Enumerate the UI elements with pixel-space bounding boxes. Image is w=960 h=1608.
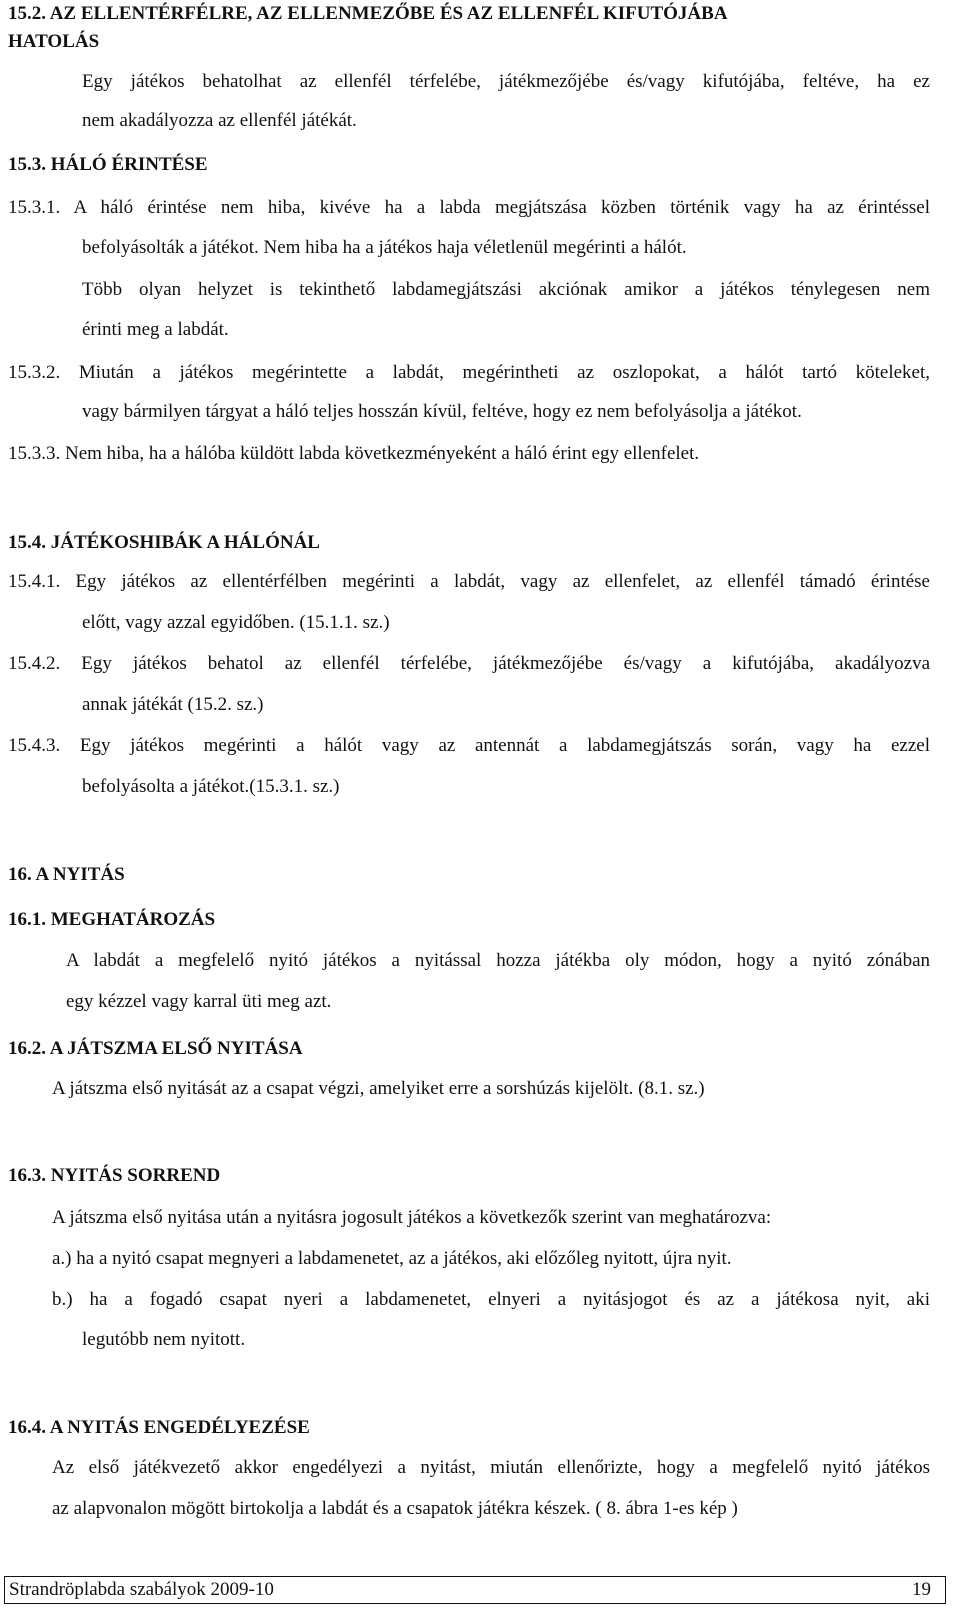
section-heading-15-3: 15.3. HÁLÓ ÉRINTÉSE [8,154,208,175]
paragraph-line: A labdát a megfelelő nyitó játékos a nyitással hozza játékba oly módon, hogy a nyitó zónában [66,950,930,971]
rule-15-4-2: 15.4.2. Egy játékos behatol az ellenfél térfelébe, játékmezőjébe és/vagy a kifutójába, akadályozva [8,653,930,674]
page-footer [4,1576,946,1604]
rule-15-3-2: 15.3.2. Miután a játékos megérintette a labdát, megérintheti az oszlopokat, a hálót tartó köteleket, [8,362,930,383]
section-heading-16-1: 16.1. MEGHATÁROZÁS [8,909,216,930]
paragraph-line: érinti meg a labdát. [82,319,229,340]
section-heading-16-3: 16.3. NYITÁS SORREND [8,1165,221,1186]
paragraph-line: Egy játékos behatolhat az ellenfél térfelébe, játékmezőjébe és/vagy kifutójába, feltéve, ha ez [82,71,930,92]
list-item-b: b.) ha a fogadó csapat nyeri a labdamenetet, elnyeri a nyitásjogot és az a játékosa nyit, aki [52,1289,930,1310]
paragraph-line: A játszma első nyitását az a csapat végzi, amelyiket erre a sorshúzás kijelölt. (8.1. sz.) [52,1078,705,1099]
paragraph-line: befolyásolták a játékot. Nem hiba ha a játékos haja véletlenül megérinti a hálót. [82,237,687,258]
paragraph-line: Az első játékvezető akkor engedélyezi a nyitást, miután ellenőrizte, hogy a megfelelő nyitó játékos [52,1457,930,1478]
chapter-heading-16: 16. A NYITÁS [8,864,125,885]
paragraph-line: előtt, vagy azzal egyidőben. (15.1.1. sz.) [82,612,390,633]
rule-15-4-3: 15.4.3. Egy játékos megérinti a hálót vagy az antennát a labdamegjátszás során, vagy ha ezzel [8,735,930,756]
rule-15-3-1: 15.3.1. A háló érintése nem hiba, kivéve ha a labda megjátszása közben történik vagy ha az érintéssel [8,197,930,218]
paragraph-line: nem akadályozza az ellenfél játékát. [82,110,357,131]
paragraph-line: egy kézzel vagy karral üti meg azt. [66,991,332,1012]
rule-15-4-1: 15.4.1. Egy játékos az ellentérfélben megérinti a labdát, vagy az ellenfelet, az ellenfél támadó érintése [8,571,930,592]
rule-15-3-3: 15.3.3. Nem hiba, ha a hálóba küldött labda következményeként a háló érint egy ellenfelet. [8,443,700,464]
paragraph-line: Több olyan helyzet is tekinthető labdamegjátszási akciónak amikor a játékos ténylegesen nem [82,279,930,300]
section-heading-15-2: 15.2. AZ ELLENTÉRFÉLRE, AZ ELLENMEZŐBE ÉS AZ ELLENFÉL KIFUTÓJÁBA [8,3,728,24]
section-heading-15-2-cont: HATOLÁS [8,31,100,52]
paragraph-line: annak játékát (15.2. sz.) [82,694,264,715]
list-item-a: a.) ha a nyitó csapat megnyeri a labdamenetet, az a játékos, aki előzőleg nyitott, újra nyit. [52,1248,732,1269]
paragraph-line: A játszma első nyitása után a nyitásra jogosult játékos a következők szerint van meghatározva: [52,1207,772,1228]
paragraph-line: legutóbb nem nyitott. [82,1329,246,1350]
paragraph-line: vagy bármilyen tárgyat a háló teljes hosszán kívül, feltéve, hogy ez nem befolyásolja a játékot. [82,401,802,422]
section-heading-16-4: 16.4. A NYITÁS ENGEDÉLYEZÉSE [8,1417,310,1438]
paragraph-line: az alapvonalon mögött birtokolja a labdát és a csapatok játékra készek. ( 8. ábra 1-es kép ) [52,1498,738,1519]
section-heading-15-4: 15.4. JÁTÉKOSHIBÁK A HÁLÓNÁL [8,532,320,553]
paragraph-line: befolyásolta a játékot.(15.3.1. sz.) [82,776,340,797]
footer-title: Strandröplabda szabályok 2009-10 [9,1579,274,1600]
section-heading-16-2: 16.2. A JÁTSZMA ELSŐ NYITÁSA [8,1038,303,1059]
page-number: 19 [912,1579,931,1600]
